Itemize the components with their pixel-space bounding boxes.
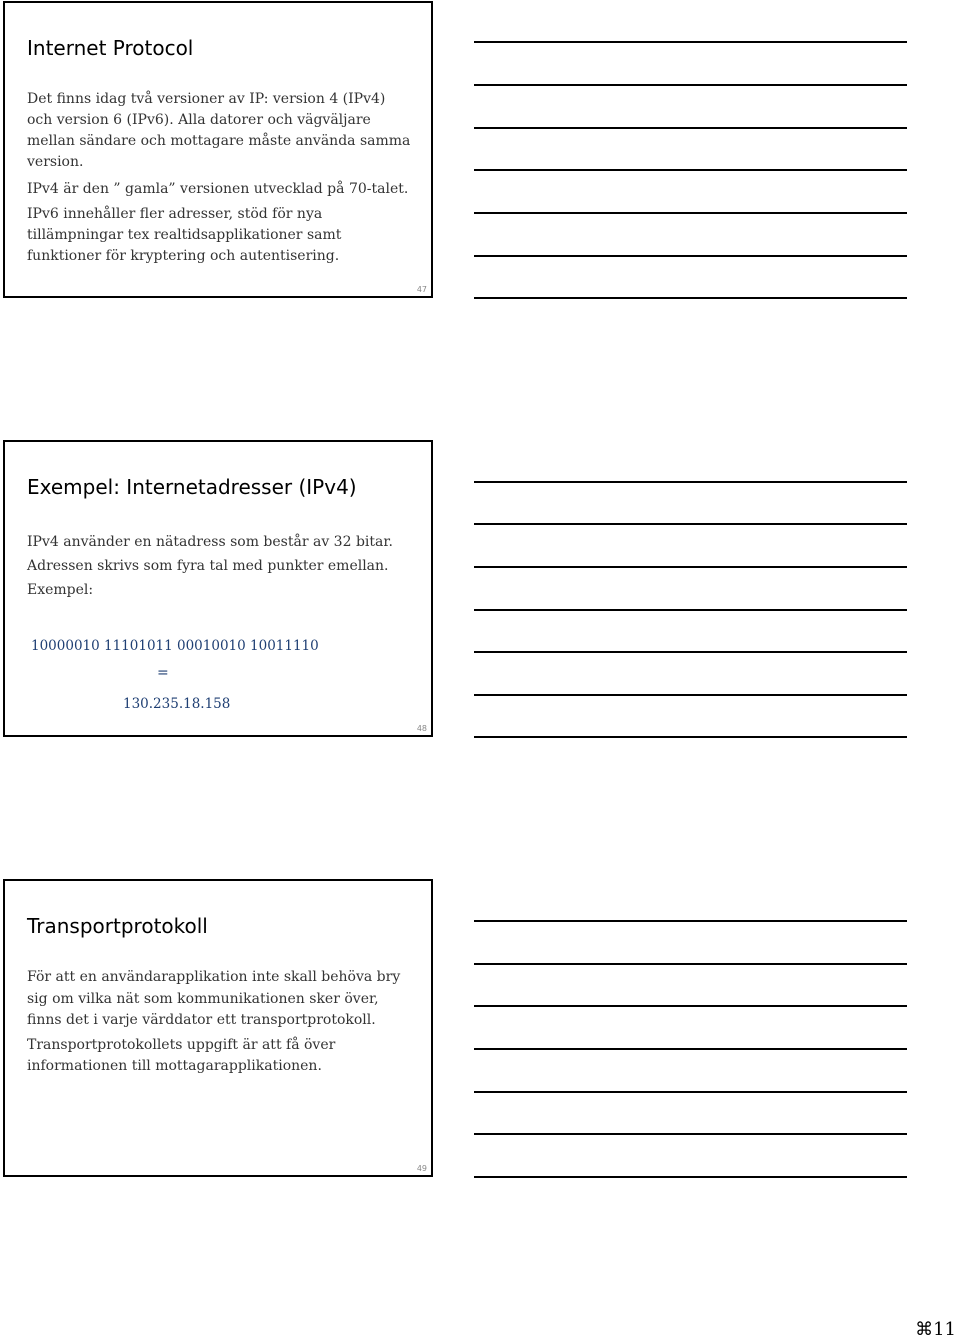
equals-sign: = — [157, 665, 169, 681]
slide-transportprotokoll — [3, 879, 433, 1177]
note-line — [474, 1091, 907, 1093]
note-line — [474, 694, 907, 696]
note-line — [474, 1176, 907, 1178]
slide-paragraph: IPv4 är den ” gamla” versionen utvecklad på 70-talet. — [27, 181, 409, 197]
note-line — [474, 609, 907, 611]
slide-page-number: 49 — [416, 1164, 427, 1173]
note-line — [474, 1133, 907, 1135]
slide-paragraph: IPv4 använder en nätadress som består av 32 bitar. — [27, 534, 393, 550]
command-icon: ⌘ — [915, 1319, 934, 1340]
note-line — [474, 212, 907, 214]
slide-title: Transportprotokoll — [27, 914, 208, 938]
note-line — [474, 1048, 907, 1050]
note-line — [474, 651, 907, 653]
slide-page-number: 47 — [416, 285, 427, 294]
slide-paragraph: Adressen skrivs som fyra tal med punkter emellan. — [27, 558, 389, 574]
slide-paragraph: För att en användarapplikation inte skall behöva bry sig om vilka nät som kommunikationen sker över, finns det i varje värddator ett transportprotokoll. — [27, 969, 401, 1028]
note-line — [474, 127, 907, 129]
slide-paragraph: Exempel: — [27, 582, 94, 598]
slide-paragraph: Det finns idag två versioner av IP: version 4 (IPv4) och version 6 (IPv6). Alla datorer och vägväljare mellan sändare och mottagare måste använda samma version. — [27, 91, 411, 170]
note-line — [474, 297, 907, 299]
note-line — [474, 920, 907, 922]
slide-internetadresser — [3, 440, 433, 737]
slide-body — [27, 89, 411, 267]
note-line — [474, 255, 907, 257]
note-line — [474, 523, 907, 525]
binary-address: 10000010 11101011 00010010 10011110 — [31, 638, 319, 654]
note-line — [474, 169, 907, 171]
note-line — [474, 566, 907, 568]
slide-paragraph: IPv6 innehåller fler adresser, stöd för nya tillämpningar tex realtidsapplikationer samt funktioner för kryptering och autentisering. — [27, 206, 342, 264]
slide-body — [27, 967, 411, 1078]
slide-title: Internet Protocol — [27, 36, 194, 60]
decimal-address: 130.235.18.158 — [123, 696, 231, 712]
note-line — [474, 84, 907, 86]
slide-internet-protocol — [3, 1, 433, 298]
page-number: 11 — [933, 1319, 956, 1340]
slide-title: Exempel: Internetadresser (IPv4) — [27, 475, 357, 499]
note-line — [474, 481, 907, 483]
note-line — [474, 41, 907, 43]
note-line — [474, 963, 907, 965]
page-footer — [915, 1319, 956, 1340]
slide-page-number: 48 — [416, 724, 427, 733]
note-line — [474, 736, 907, 738]
slide-paragraph: Transportprotokollets uppgift är att få över informationen till mottagarapplikationen. — [27, 1036, 336, 1074]
note-line — [474, 1005, 907, 1007]
slide-body — [27, 530, 411, 602]
